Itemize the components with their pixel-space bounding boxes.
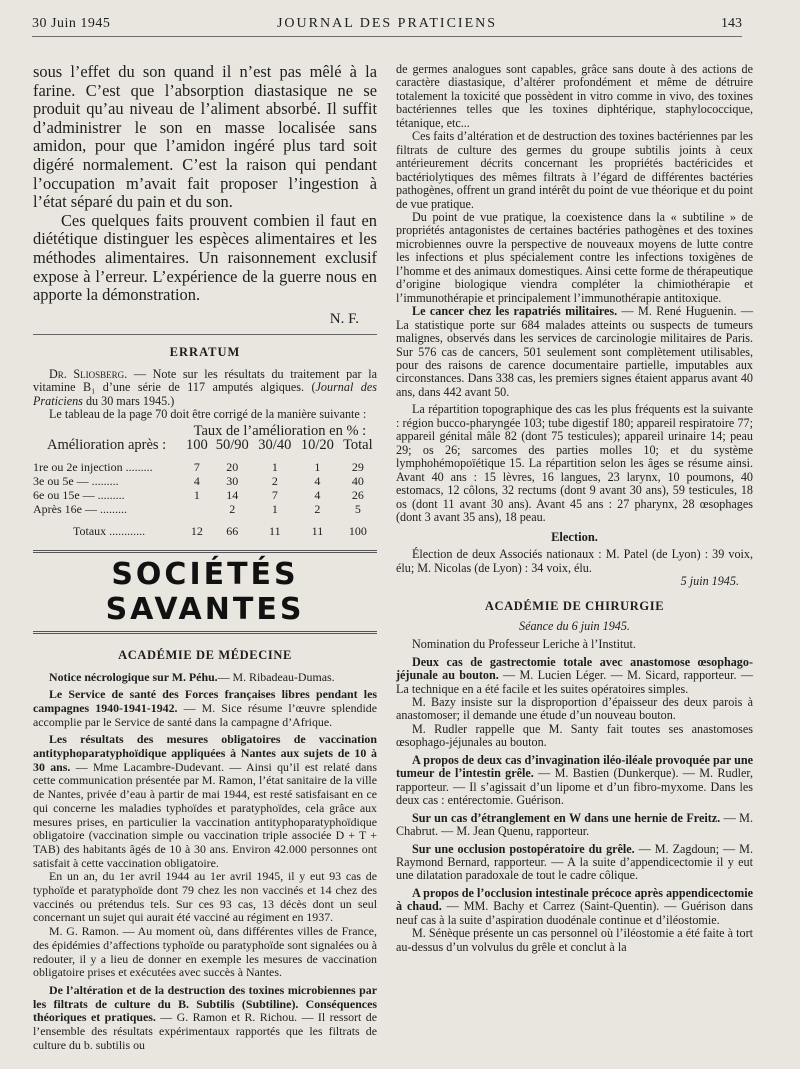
row-label: 1re ou 2e injection .........	[33, 459, 153, 474]
column-header: Total	[343, 436, 373, 453]
running-header	[32, 16, 742, 37]
total-label: Totaux ............	[73, 523, 146, 538]
column-header: 50/90	[215, 436, 249, 453]
communication-entry: A propos de l’occlusion intestinale précoce après appendicectomie à chaud. — MM. Bachy et Carrez (Saint-Quentin). — Guérison dans neuf cas à la suite d’aspiration duodénale continue et d’iléostomie.	[396, 885, 753, 927]
intro-text	[33, 63, 377, 305]
table-row	[33, 488, 377, 502]
signature: N. F.	[329, 310, 359, 327]
header-page-number: 143	[721, 16, 742, 31]
paragraph: de germes analogues sont capables, grâce sans doute à des actions de caractère diastasique, d’altérer profondément et même de détruire totalement la toxicité que possèdent in vitro comme in vivo, des toxines bactériennes telles que les toxines diphtérique, staphylococcique, tétanique, etc...	[396, 62, 753, 130]
paragraph: M. Bazy insiste sur la disproportion d’épaisseur des deux parois à anastomoser; il demande une étude d’un nouveau bouton.	[396, 695, 753, 723]
row-label: 6e ou 15e — .........	[33, 487, 125, 502]
table-group-header: Taux de l’amélioration en % :	[193, 422, 367, 439]
table-cell: 1	[193, 487, 200, 502]
divider	[33, 631, 377, 634]
election-text: Élection de deux Associés nationaux : M. Patel (de Lyon) : 39 voix, élu; M. Nicolas (de Lyon) : 34 voix, élu.	[396, 547, 753, 575]
right-column	[396, 63, 753, 954]
column-header: 30/40	[258, 436, 292, 453]
table-cell: 14	[226, 487, 239, 502]
paragraph: La répartition topographique des cas les plus fréquents est la suivante : région bucco-pharyngée 103; tube digestif 180; appareil respiratoire 77; appareil génital mâle 82 (dont 75 testicules); appareil urinaire 14; peau 29; os 26; sarcomes des parties molles 10; et du système lymphohémopoïétique 15. La répartition selon les âges se résume ainsi. Avant 40 ans : 15 lèvres, 16 langues, 23 larynx, 10 poumons, 40 estomacs, 12 côlons, 32 rectums (dont 9 avant 30 ans), 59 testicules, 18 os (dont 11 avant 30 ans). Avant 45 ans : 27 pharynx, 28 œsophages (dont 3 avant 35 ans), 18 peau.	[396, 402, 753, 524]
table-cell: 29	[351, 459, 364, 474]
table-cell	[183, 502, 211, 516]
table-cell: 1	[271, 501, 278, 516]
column-header: 10/20	[300, 436, 334, 453]
academy-heading: ACADÉMIE DE MÉDECINE	[118, 647, 292, 662]
table-row	[33, 474, 377, 488]
erratum-table	[33, 424, 377, 538]
communication-entry: Deux cas de gastrectomie totale avec anastomose œsophago-jéjunale au bouton. — M. Lucien Léger. — M. Sicard, rapporteur. — La technique en a été facile et les suites opératoires simples.	[396, 654, 753, 696]
academy-heading: ACADÉMIE DE CHIRURGIE	[484, 598, 665, 613]
table-cell: 2	[314, 501, 321, 516]
notice-entry: Notice nécrologique sur M. Péhu.— M. Ribadeau-Dumas.	[49, 669, 335, 684]
election-title: Election.	[551, 530, 598, 545]
table-cell: 5	[354, 501, 361, 516]
paragraph: En un an, du 1er avril 1944 au 1er avril 1945, il y eut 93 cas de typhoïde et paratyphoïde dont 79 chez les non vaccinés et 14 chez des vaccinés ou prétendus tels. Sur ces 93 cas, 13 décès dont un seul concernant un sujet qui aurait été vacciné au régiment en 1937.	[33, 869, 377, 925]
divider	[33, 550, 377, 553]
table-total-row	[33, 524, 377, 538]
communication-entry: Le cancer chez les rapatriés militaires. — M. René Huguenin. — La statistique porte sur 684 malades atteints ou suspects de tumeurs malignes, observés dans les services de carcinologie militaires de Paris. Sur 576 cas de cancers, 501 seulement sont complètement utilisables, pour des raisons de carence documentaire partielle, imputables aux circonstances. Dans 338 cas, les premiers signes étaient apparus avant 40 ans, dans 442 avant 50.	[396, 304, 753, 399]
row-label: Après 16e — .........	[33, 501, 127, 516]
nomination: Nomination du Professeur Leriche à l’Institut.	[412, 637, 636, 652]
paragraph: M. Sénèque présente un cas personnel où l’iléostomie a été faite à tort au-dessus d’un volvulus du grêle et conclut à la	[396, 926, 753, 954]
intro-paragraph: sous l’effet du son quand il n’est pas mêlé à la farine. C’est que l’absorption diastasique ne se produit qu’au niveau de l’aliment absorbé. Il suffit d’administrer le son en masse localisée sans amidon, pour que l’amidon ingéré plus tard soit digéré normalement. C’est la raison qui pendant l’occupation m’avait fait proposer l’ingestion à l’état séparé du pain et du son.	[33, 62, 377, 212]
communication-entry: Sur une occlusion postopératoire du grêle. — M. Zagdoun; — M. Raymond Bernard, rapporteur. — A la suite d’appendicectomie il y eut une dilatation paradoxale de tout le cadre côlique.	[396, 841, 753, 883]
erratum-reference: Journal des Praticiens	[33, 380, 377, 408]
divider	[33, 334, 377, 335]
communication-entry: Sur un cas d’étranglement en W dans une hernie de Freitz. — M. Chabrut. — M. Jean Quenu, rapporteur.	[396, 810, 754, 839]
header-date: 30 Juin 1945	[32, 16, 111, 31]
paragraph: Ces faits d’altération et de destruction des toxines bactériennes par les filtrats de culture des germes du groupe subtilis joints à ceux antérieurement décrits concernant les propriétés bactéricides et bactériolytiques des mêmes filtrats à l’égard de différentes bactéries pathogènes, offrent un grand intérêt du point de vue théorique et du point de vue pratique.	[396, 129, 753, 211]
table-cell: 11	[311, 523, 324, 538]
table-cell: 1	[314, 459, 321, 474]
election-date: 5 juin 1945.	[680, 574, 739, 589]
table-cell: 40	[351, 473, 364, 488]
paragraph: Du point de vue pratique, la coexistence dans la « subtiline » de propriétés antagonistes de certaines bactéries pathogènes et des toxines microbiennes ouvre la perspective de nouveaux moyens de lutte contre les infections et plus spécialement contre les infections toxigènes de l’homme et des animaux domestiques. Ainsi cette forme de thérapeutique d’origine biologique viendra compléter la chimiothérapie et l’immunothérapie et principalement l’immunothérapie antitoxique.	[396, 209, 753, 305]
table-row	[33, 502, 377, 516]
table-cell: 12	[190, 523, 203, 538]
table-cell: 7	[271, 487, 278, 502]
erratum-title: ERRATUM	[169, 344, 241, 359]
table-cell: 100	[348, 523, 367, 538]
session-date: Séance du 6 juin 1945.	[519, 618, 630, 633]
intro-paragraph: Ces quelques faits prouvent combien il faut en diététique distinguer les espèces alimentaires et les méthodes alimentaires. Un raisonnement exclusif expose à l’erreur. L’expérience de la guerre nous en apporte la démonstration.	[33, 210, 377, 305]
table-cell: 7	[193, 459, 200, 474]
row-label: 3e ou 5e — .........	[33, 473, 119, 488]
table-cell: 30	[226, 473, 239, 488]
column-header: 100	[186, 436, 208, 453]
header-journal-title: JOURNAL DES PRATICIENS	[276, 16, 498, 31]
table-row	[33, 460, 377, 474]
table-cell: 4	[193, 473, 200, 488]
section-banner: SOCIÉTÉS SAVANTES	[105, 556, 305, 627]
erratum-correction: Le tableau de la page 70 doit être corrigé de la manière suivante :	[49, 407, 367, 422]
paragraph: M. Rudler rappelle que M. Santy fait toutes ses anastomoses œsophago-jéjunales au bouton.	[396, 721, 753, 750]
left-column	[33, 63, 377, 1053]
table-cell: 11	[269, 523, 281, 538]
table-cell: 2	[271, 473, 278, 488]
table-cell: 26	[351, 487, 364, 502]
paragraph: M. G. Ramon. — Au moment où, dans différentes villes de France, des épidémies d’affections typhoïde ou paratyphoïde sont signalées ou à redouter, il y a lieu de donner en exemple les mesures de vaccination obligatoire prises et exécutées avec succès à Nantes.	[33, 924, 377, 980]
communication-entry: Les résultats des mesures obligatoires de vaccination antityphoparatyphoïdique appliquées à Nantes aux sujets de 10 à 30 ans. — Mme Lacambre-Dudevant. — Ainsi qu’il est relaté dans cette communication présentée par M. Ramon, l’état sanitaire de la ville de Nantes, privée d’eau à partir de mai 1944, est resté satisfaisant en ce qui concerne les maladies typhoïdes et paratyphoïdes, cela grâce aux mesures prises, en particulier la vaccination antityphoparatyphoïdique obligatoire (vaccination simple ou vaccination triple associée D + T + TAB) des habitants âgés de 10 à 30 ans. Environ 42.000 personnes ont satisfait à cette vaccination obligatoire.	[33, 732, 377, 870]
table-cell: 66	[226, 523, 239, 538]
communication-entry: Le Service de santé des Forces françaises libres pendant les campagnes 1940-1941-1942. — M. Sice résume l’œuvre splendide accomplie par le Service de santé dans la campagne d’Afrique.	[33, 687, 378, 729]
table-cell: 4	[314, 487, 321, 502]
table-cell: 20	[226, 459, 239, 474]
erratum-note: Dr. Sliosberg. — Note sur les résultats du traitement par la vitamine B₁ d’une série de 117 amputés algiques. (Journal des Praticiens du 30 mars 1945.)	[33, 366, 377, 408]
communication-entry: A propos de deux cas d’invagination iléo-iléale provoquée par une tumeur de l’intestin grêle. — M. Bastien (Dunkerque). — M. Rudler, rapporteur. — Il s’agissait d’un lipome et d’un fibro-myxome. Dans les deux cas : entérectomie. Guérison.	[396, 752, 753, 808]
erratum-author: Dr. Sliosberg.	[49, 366, 128, 381]
table-cell: 4	[314, 473, 321, 488]
table-cell: 2	[229, 501, 236, 516]
communication-entry: De l’altération et de la destruction des toxines microbiennes par les filtrats de culture du B. Subtilis (Subtiline). Conséquences théoriques et pratiques. — G. Ramon et R. Richou. — Il ressort de l’ensemble des résultats expérimentaux rapportés que les filtrats de culture du b. subtilis ou	[33, 983, 377, 1052]
table-header-label: Amélioration après :	[47, 436, 167, 453]
table-cell: 1	[271, 459, 278, 474]
